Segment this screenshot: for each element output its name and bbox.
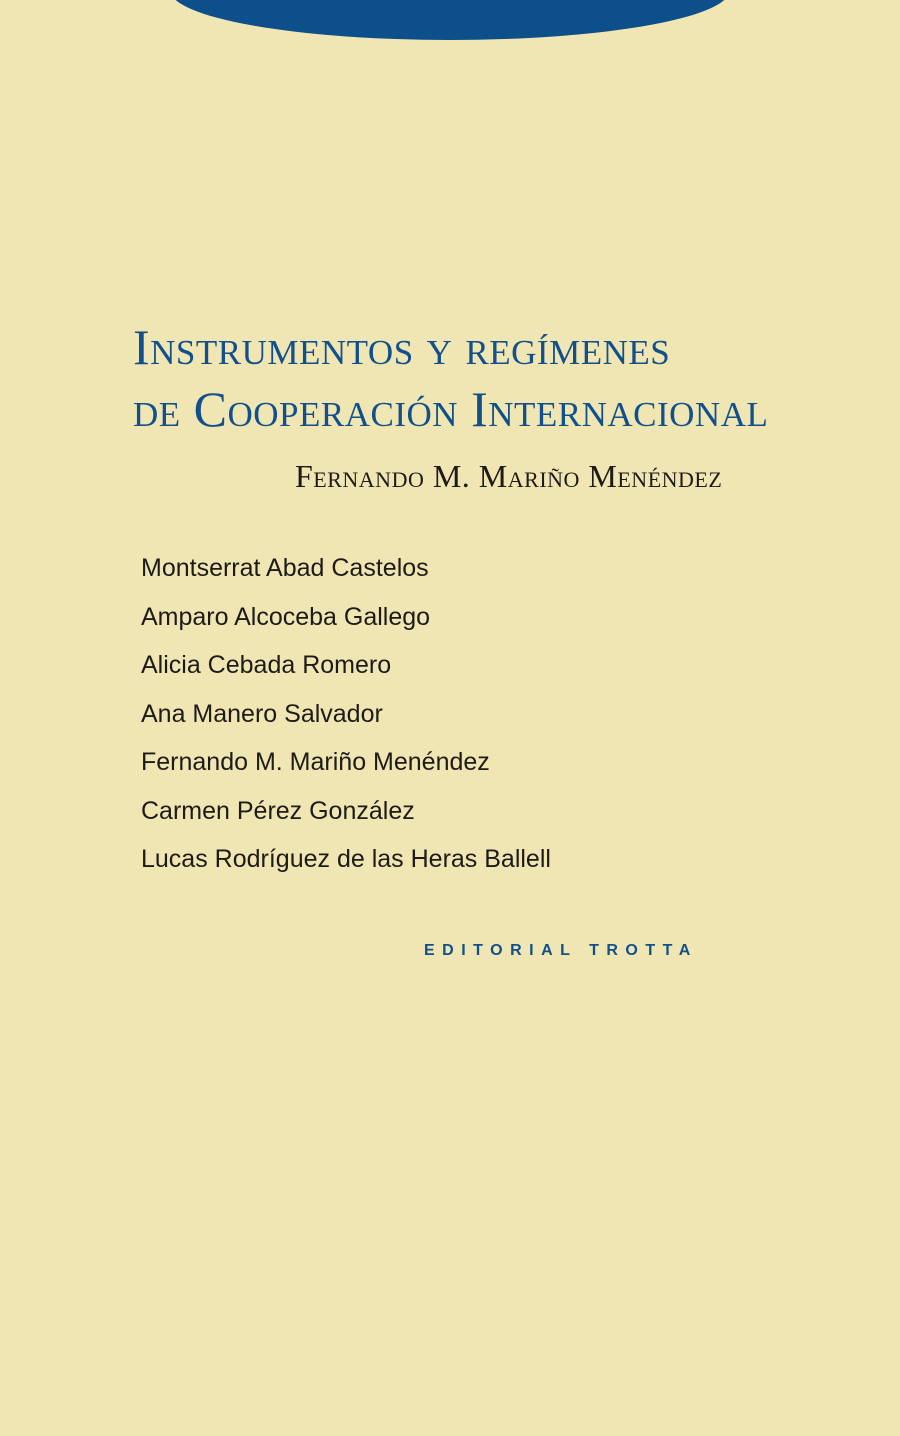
title-line-2: de Cooperación Internacional <box>133 381 769 437</box>
contributor-name: Amparo Alcoceba Gallego <box>141 602 431 631</box>
contributors-list <box>141 551 551 891</box>
contributor-name: Lucas Rodríguez de las Heras Ballell <box>141 845 551 873</box>
contributor-name: Ana Manero Salvador <box>141 699 383 728</box>
top-arc-decoration <box>170 0 730 40</box>
contributor-name: Montserrat Abad Castelos <box>141 554 429 582</box>
editor-name: Fernando M. Mariño Menéndez <box>295 458 723 494</box>
contributor-name: Fernando M. Mariño Menéndez <box>141 748 490 776</box>
contributor-name: Alicia Cebada Romero <box>141 651 392 679</box>
publisher-name: EDITORIAL TROTTA <box>424 942 698 959</box>
book-title <box>133 316 773 440</box>
contributor-name: Carmen Pérez González <box>141 796 415 825</box>
title-line-1: Instrumentos y regímenes <box>133 319 671 375</box>
